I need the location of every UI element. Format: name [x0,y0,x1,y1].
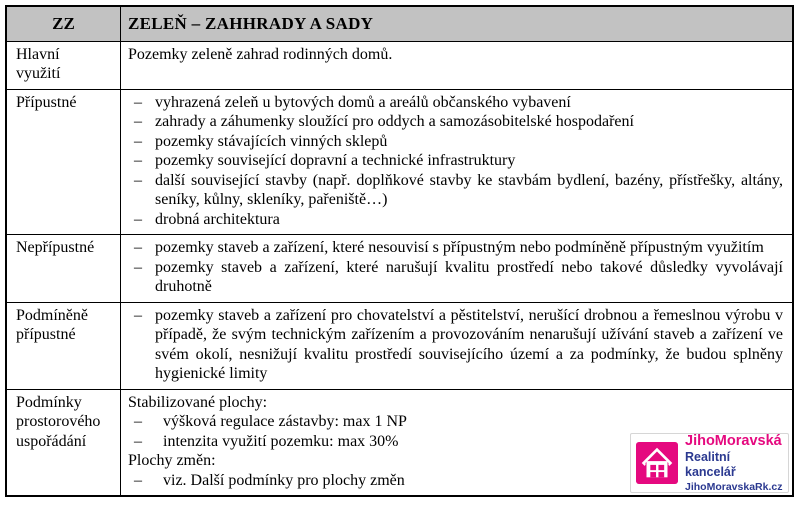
row-content [121,90,792,235]
row-label: Přípustné [7,90,121,235]
dash-marker: – [134,239,142,256]
dash-marker: – [134,258,142,276]
table-row-podminky-usporadani [7,389,792,496]
list-item: – pozemky související dopravní a technické infrastruktury [134,152,516,169]
table-header-row [7,7,792,41]
list-item: – další související stavby (např. doplňkové stavby ke stavbám bydlení, bazény, přístřešky, altány, seníky, kůlny, skleníky, pařeniště…) [134,171,783,208]
list-item: – pozemky staveb a zařízení, které narušují kvalitu prostředí nebo takové důsledky vyvolávají druhotně [134,258,783,295]
zoning-table [5,5,794,497]
table-row-pripustne [7,89,792,235]
row-content [121,390,792,496]
realty-logo [630,433,789,493]
list-item: – zahrady a záhumenky sloužící pro oddych a samozásobitelské hospodaření [134,113,634,130]
dash-marker: – [134,306,142,324]
logo-text [685,433,784,494]
dash-marker: – [134,171,142,189]
table-row-hlavni-vyuziti [7,41,792,89]
list-item: – vyhrazená zeleň u bytových domů a areálů občanského vybavení [134,93,571,111]
list-item: – drobná architektura [134,210,280,228]
dash-marker: – [134,432,142,450]
dash-marker: – [134,113,142,130]
row-content [121,235,792,302]
list-item: – viz. Další podmínky pro plochy změn [134,471,405,489]
row-label: Hlavní využití [7,42,121,89]
list-item: – pozemky stávajících vinných sklepů [134,132,388,150]
list-item: – intenzita využití pozemku: max 30% [134,432,399,450]
logo-subtitle: Realitní kancelář [685,449,736,479]
row-label: Podmínky prostorového uspořádání [7,390,121,496]
subsection-heading: Stabilizované plochy: [128,393,268,411]
dash-marker: – [134,132,142,150]
row-content [121,303,792,389]
dash-marker: – [134,152,142,169]
row-label: Podmíněně přípustné [7,303,121,389]
dash-marker: – [134,93,142,111]
logo-website: JihoMoravskaRk.cz [685,480,783,493]
table-row-podminene-pripustne [7,302,792,389]
dash-marker: – [134,471,142,489]
dash-marker: – [134,210,142,228]
house-icon [636,442,678,484]
main-use-text: Pozemky zeleně zahrad rodinných domů. [128,45,393,63]
dash-marker: – [134,413,142,430]
logo-brand: JihoMoravská [685,432,782,449]
row-label: Nepřípustné [7,235,121,302]
subsection-heading: Plochy změn: [128,452,216,469]
list-item: – pozemky staveb a zařízení, které nesouvisí s přípustným nebo podmíněně přípustným využitím [134,239,764,256]
list-item: – pozemky staveb a zařízení pro chovatelství a pěstitelství, nerušící drobnou a řemeslnou výrobu v případě, že svým technickým zařízením a provozováním nenarušují užívání staveb a zařízení ve svém okolí, nesnižují kvalitu prostředí souvisejícího území a za podmínky, že budou splněny hygienické limity [134,306,783,382]
table-row-nepripustne [7,234,792,302]
zone-code: ZZ [7,7,121,41]
row-content [121,42,792,89]
list-item: – výšková regulace zástavby: max 1 NP [134,413,407,430]
zone-title: ZELEŇ – ZAHHRADY A SADY [128,14,374,33]
